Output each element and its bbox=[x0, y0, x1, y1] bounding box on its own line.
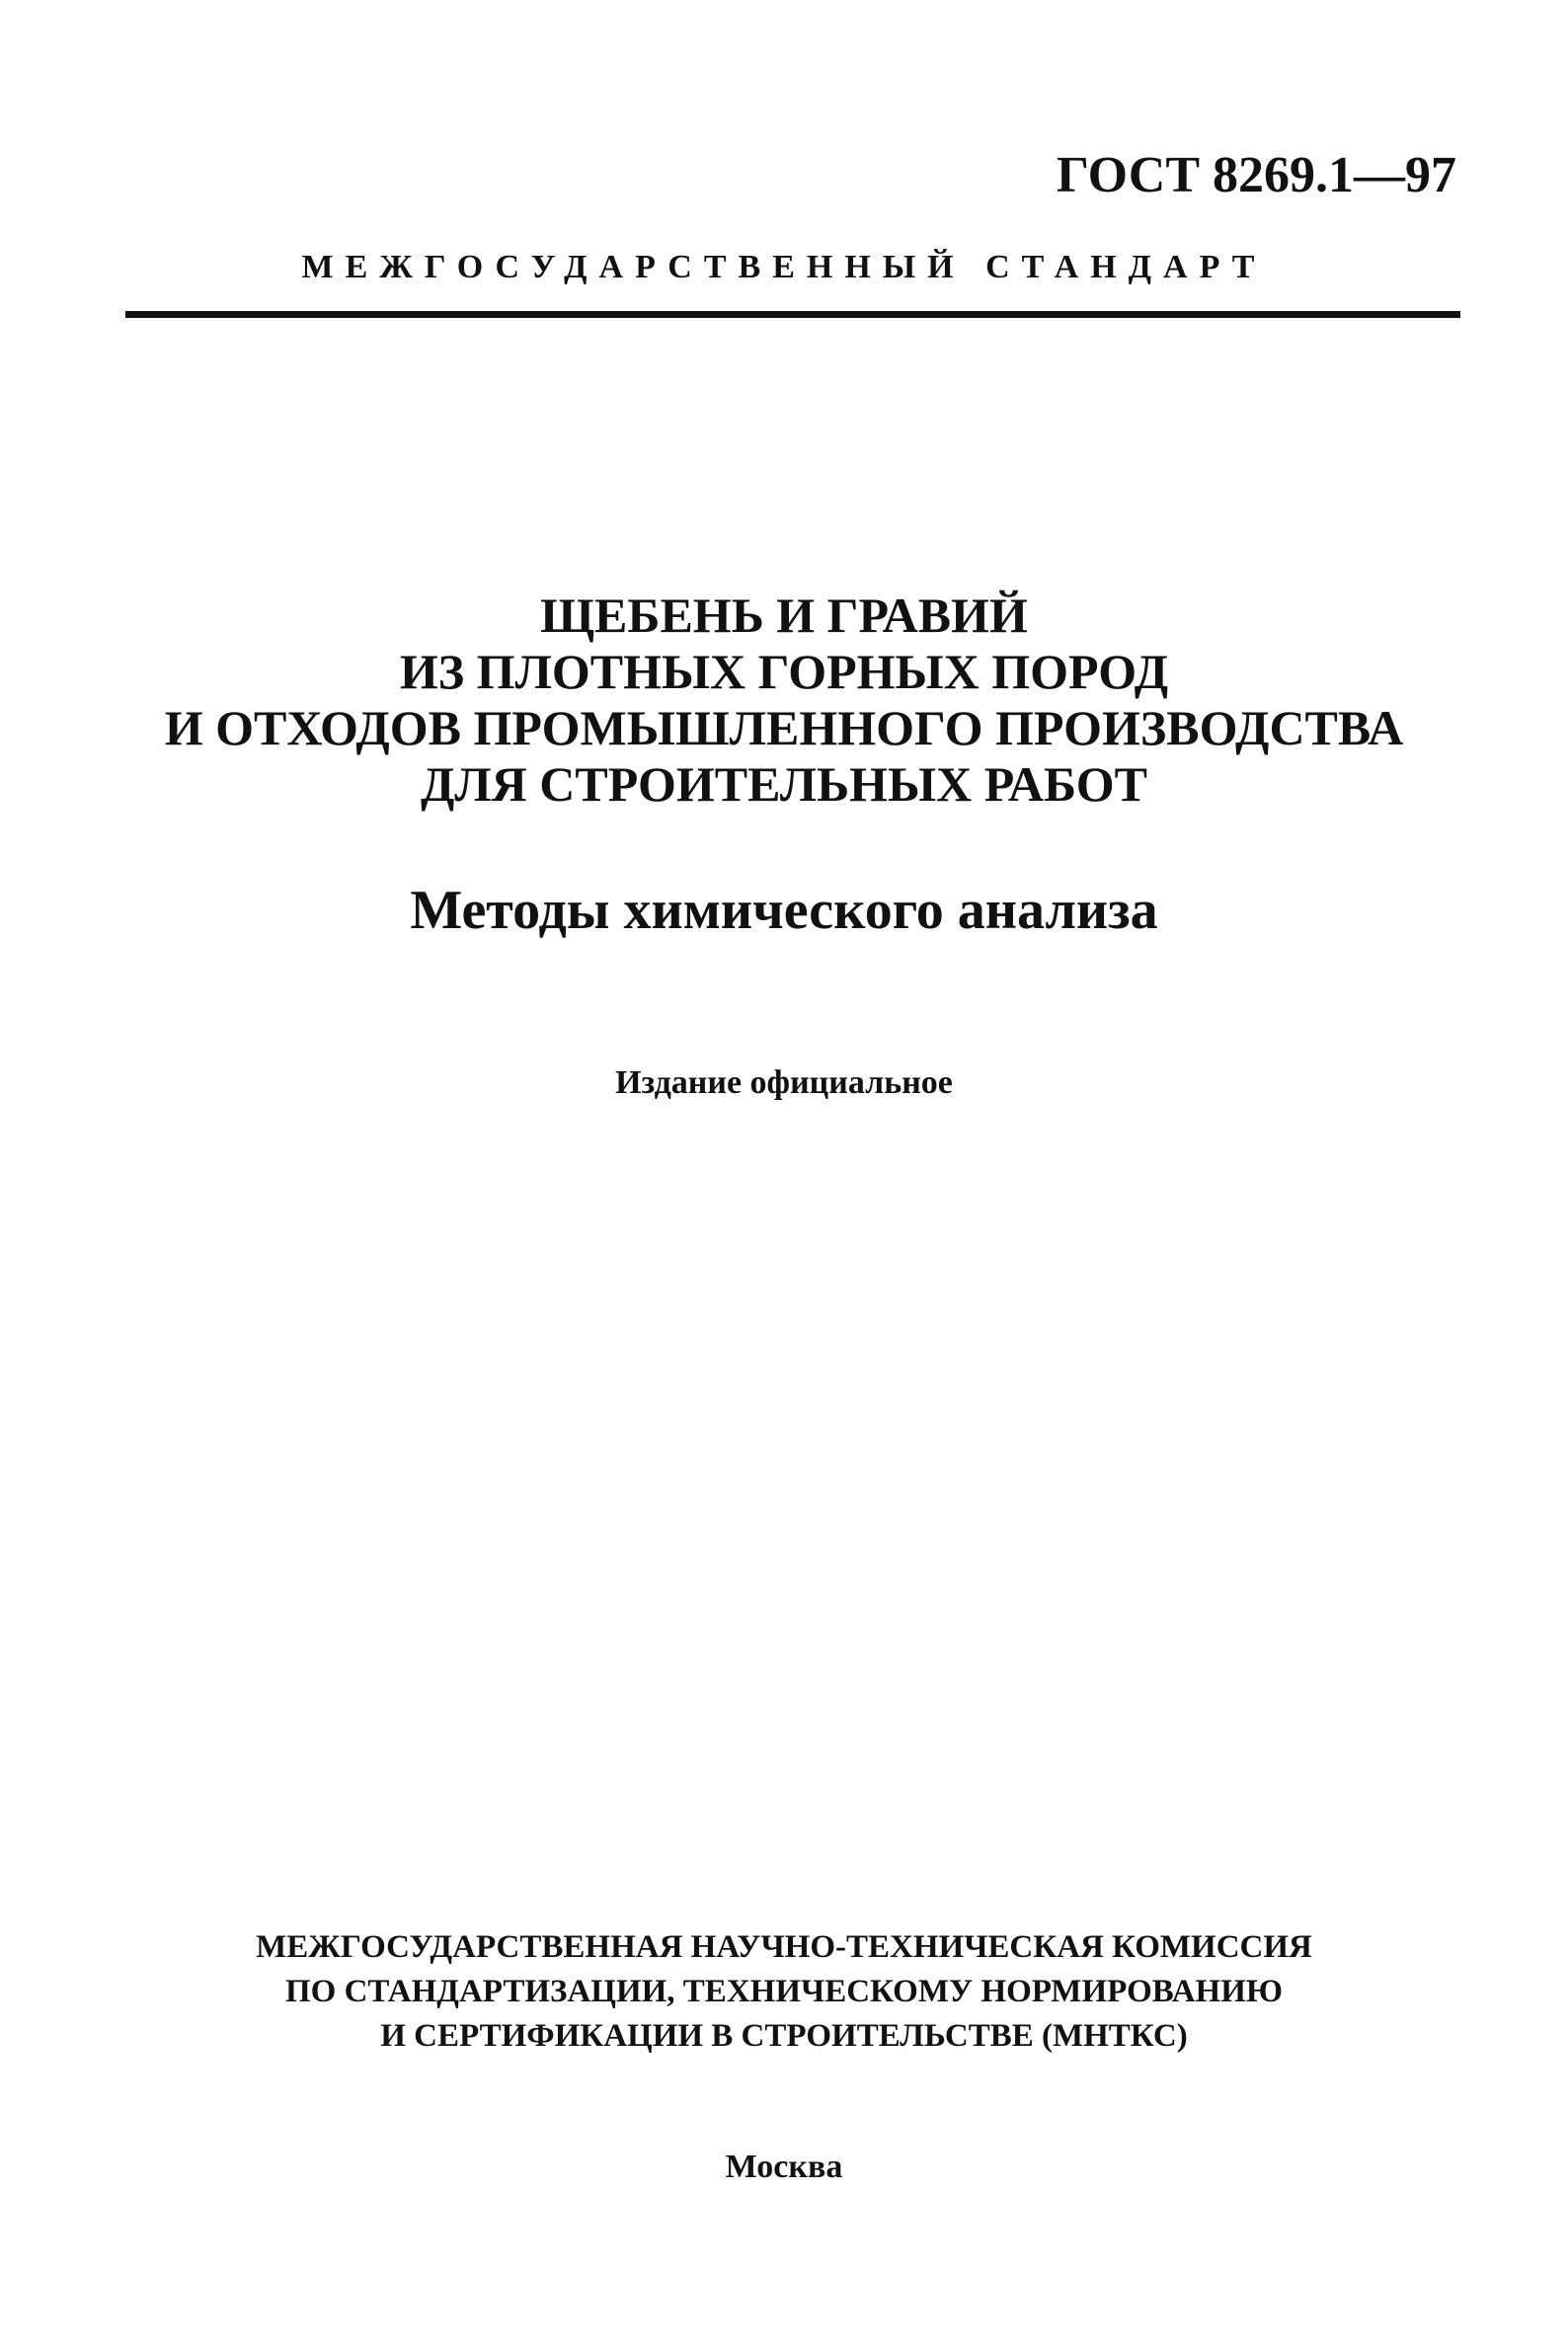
standard-type-header: МЕЖГОСУДАРСТВЕННЫЙ СТАНДАРТ bbox=[301, 249, 1267, 285]
publisher-line: И СЕРТИФИКАЦИИ В СТРОИТЕЛЬСТВЕ (МНТКС) bbox=[380, 2018, 1188, 2054]
edition-note: Издание официальное bbox=[615, 1064, 953, 1101]
standard-designation: ГОСТ 8269.1—97 bbox=[1056, 147, 1456, 203]
document-title bbox=[0, 587, 1568, 813]
publisher bbox=[0, 1925, 1568, 2059]
document-subtitle: Методы химического анализа bbox=[410, 880, 1158, 941]
publisher-line: МЕЖГОСУДАРСТВЕННАЯ НАУЧНО-ТЕХНИЧЕСКАЯ КОМИССИЯ bbox=[256, 1929, 1312, 1965]
title-line: ЩЕБЕНЬ И ГРАВИЙ bbox=[540, 587, 1028, 643]
publication-city: Москва bbox=[725, 2149, 843, 2185]
title-line: ДЛЯ СТРОИТЕЛЬНЫХ РАБОТ bbox=[421, 756, 1147, 812]
title-line: И ОТХОДОВ ПРОМЫШЛЕННОГО ПРОИЗВОДСТВА bbox=[164, 700, 1404, 755]
title-line: ИЗ ПЛОТНЫХ ГОРНЫХ ПОРОД bbox=[399, 644, 1169, 699]
publisher-line: ПО СТАНДАРТИЗАЦИИ, ТЕХНИЧЕСКОМУ НОРМИРОВАНИЮ bbox=[284, 1974, 1284, 2009]
header-rule bbox=[125, 311, 1460, 318]
